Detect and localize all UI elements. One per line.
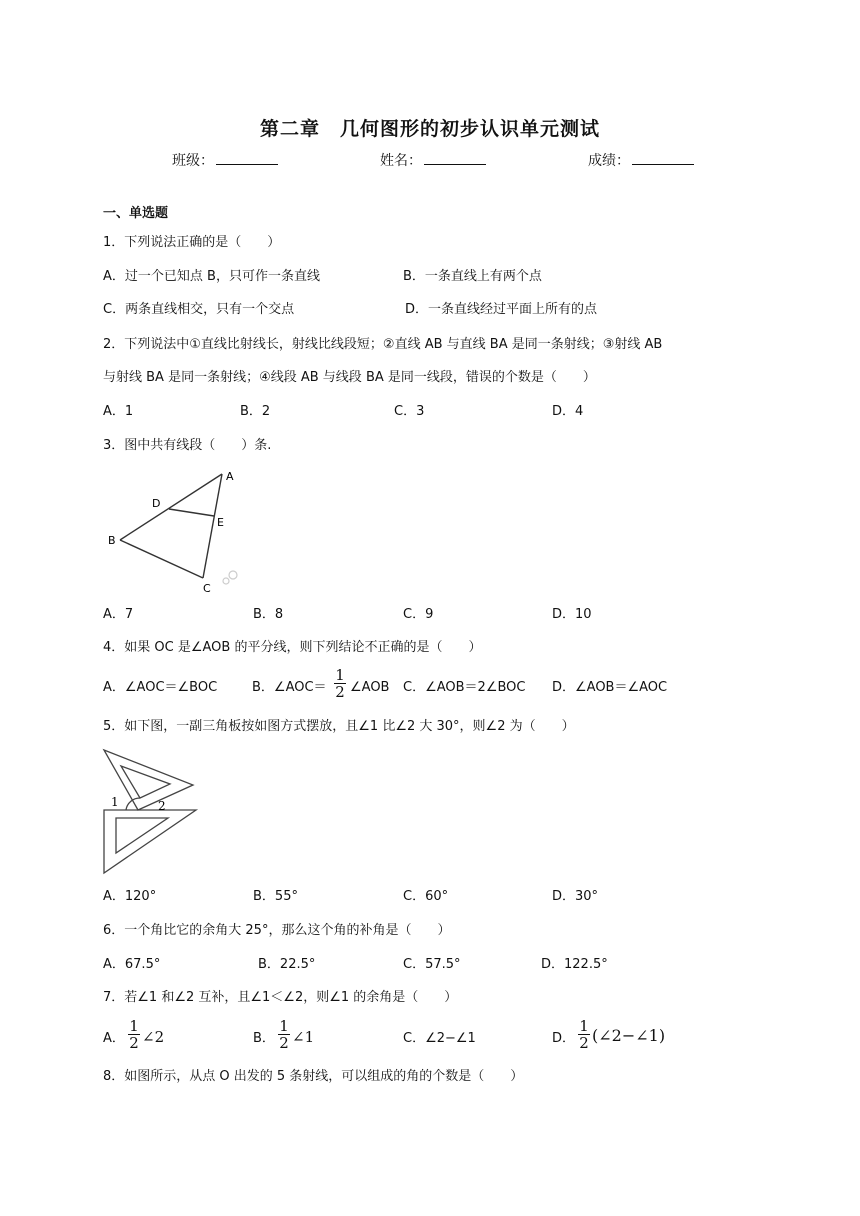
q2-stem-line1: 2．下列说法中①直线比射线长，射线比线段短；②直线 AB 与直线 BA 是同一条射线；③射线 AB: [103, 337, 663, 352]
q3-option-b: B．8: [253, 607, 284, 622]
q3-option-a: A．7: [103, 607, 134, 622]
q2-option-b: B．2: [240, 404, 271, 419]
q3-stem: 3．图中共有线段（ ）条.: [103, 438, 272, 453]
fraction-numerator: 1: [579, 1017, 589, 1035]
name-label: 姓名：: [380, 153, 422, 169]
q1-option-a: A．过一个已知点 B，只可作一条直线: [103, 269, 320, 284]
q7-option-d-suffix: (∠2−∠1): [592, 1026, 666, 1045]
q3-option-d: D．10: [552, 607, 592, 622]
q7-option-a-suffix: ∠2: [142, 1028, 165, 1046]
fraction-denominator: 2: [579, 1034, 589, 1052]
q3-option-c: C．9: [403, 607, 434, 622]
page-title: 第二章 几何图形的初步认识单元测试: [259, 118, 600, 140]
q4-option-d: D．∠AOB＝∠AOC: [552, 680, 668, 695]
point-b-label: B: [108, 534, 116, 547]
q1-option-c: C．两条直线相交，只有一个交点: [103, 302, 295, 317]
q7-option-a-fraction: [128, 1018, 140, 1052]
q1-option-b: B．一条直线上有两个点: [403, 269, 542, 284]
q2-option-d: D．4: [552, 404, 584, 419]
score-label: 成绩：: [588, 153, 630, 169]
angle-1-label: 1: [111, 795, 119, 809]
q7-option-d-fraction: [578, 1018, 590, 1052]
q2-stem-line2: 与射线 BA 是同一条射线；④线段 AB 与线段 BA 是同一线段，错误的个数是（ ）: [103, 370, 596, 385]
q6-option-c: C．57.5°: [403, 957, 461, 972]
angle-arc: [126, 798, 140, 810]
fraction-numerator: 1: [129, 1017, 139, 1035]
q7-option-d-prefix: D．: [552, 1031, 576, 1046]
q4-option-b-fraction: [334, 667, 346, 701]
q5-option-a: A．120°: [103, 889, 157, 904]
q4-option-c: C．∠AOB＝2∠BOC: [403, 680, 526, 695]
watermark-mark: [223, 571, 237, 584]
q4-option-a: A．∠AOC＝∠BOC: [103, 680, 218, 695]
segment-de: [169, 509, 214, 516]
q4-stem: 4．如果 OC 是∠AOB 的平分线，则下列结论不正确的是（ ）: [103, 640, 482, 655]
q2-option-a: A．1: [103, 404, 134, 419]
fraction-denominator: 2: [129, 1034, 139, 1052]
point-a-label: A: [226, 470, 234, 483]
q5-option-d: D．30°: [552, 889, 599, 904]
angle-2-label: 2: [158, 799, 166, 813]
q5-option-b: B．55°: [253, 889, 298, 904]
q7-option-c: C．∠2−∠1: [403, 1031, 476, 1046]
point-e-label: E: [217, 516, 224, 529]
q7-option-b-fraction: [278, 1018, 290, 1052]
fraction-denominator: 2: [279, 1034, 289, 1052]
q5-stem: 5．如下图，一副三角板按如图方式摆放，且∠1 比∠2 大 30°，则∠2 为（ ）: [103, 719, 575, 734]
q2-option-c: C．3: [394, 404, 425, 419]
q5-option-c: C．60°: [403, 889, 449, 904]
lower-set-square: [104, 810, 196, 873]
point-d-label: D: [152, 497, 161, 510]
q6-option-d: D．122.5°: [541, 957, 608, 972]
q7-option-b-suffix: ∠1: [292, 1028, 315, 1046]
q6-option-a: A．67.5°: [103, 957, 161, 972]
point-c-label: C: [203, 582, 211, 595]
q8-stem: 8．如图所示，从点 O 出发的 5 条射线，可以组成的角的个数是（ ）: [103, 1069, 524, 1084]
q7-stem: 7．若∠1 和∠2 互补，且∠1＜∠2，则∠1 的余角是（ ）: [103, 990, 458, 1005]
segment-ba: [120, 474, 222, 540]
q3-triangle-figure: [100, 462, 250, 597]
q7-option-b-prefix: B．: [253, 1031, 275, 1046]
class-label: 班级：: [172, 153, 214, 169]
q6-stem: 6．一个角比它的余角大 25°，那么这个角的补角是（ ）: [103, 923, 451, 938]
name-blank: [424, 150, 486, 165]
q7-option-a-prefix: A．: [103, 1031, 125, 1046]
score-field: [588, 150, 694, 170]
fraction-denominator: 2: [335, 683, 345, 701]
q1-option-d: D．一条直线经过平面上所有的点: [405, 302, 598, 317]
section-heading: 一、单选题: [103, 206, 169, 221]
segment-bc: [120, 540, 203, 578]
name-field: [380, 150, 486, 170]
q6-option-b: B．22.5°: [258, 957, 316, 972]
class-blank: [216, 150, 278, 165]
class-field: [172, 150, 278, 170]
fraction-numerator: 1: [335, 666, 345, 684]
fraction-numerator: 1: [279, 1017, 289, 1035]
q5-set-squares-figure: [100, 748, 200, 876]
q1-stem: 1．下列说法正确的是（ ）: [103, 235, 281, 250]
q4-option-b-suffix: ∠AOB: [350, 680, 390, 695]
score-blank: [632, 150, 694, 165]
q4-option-b-prefix: B．∠AOC＝: [252, 680, 327, 695]
